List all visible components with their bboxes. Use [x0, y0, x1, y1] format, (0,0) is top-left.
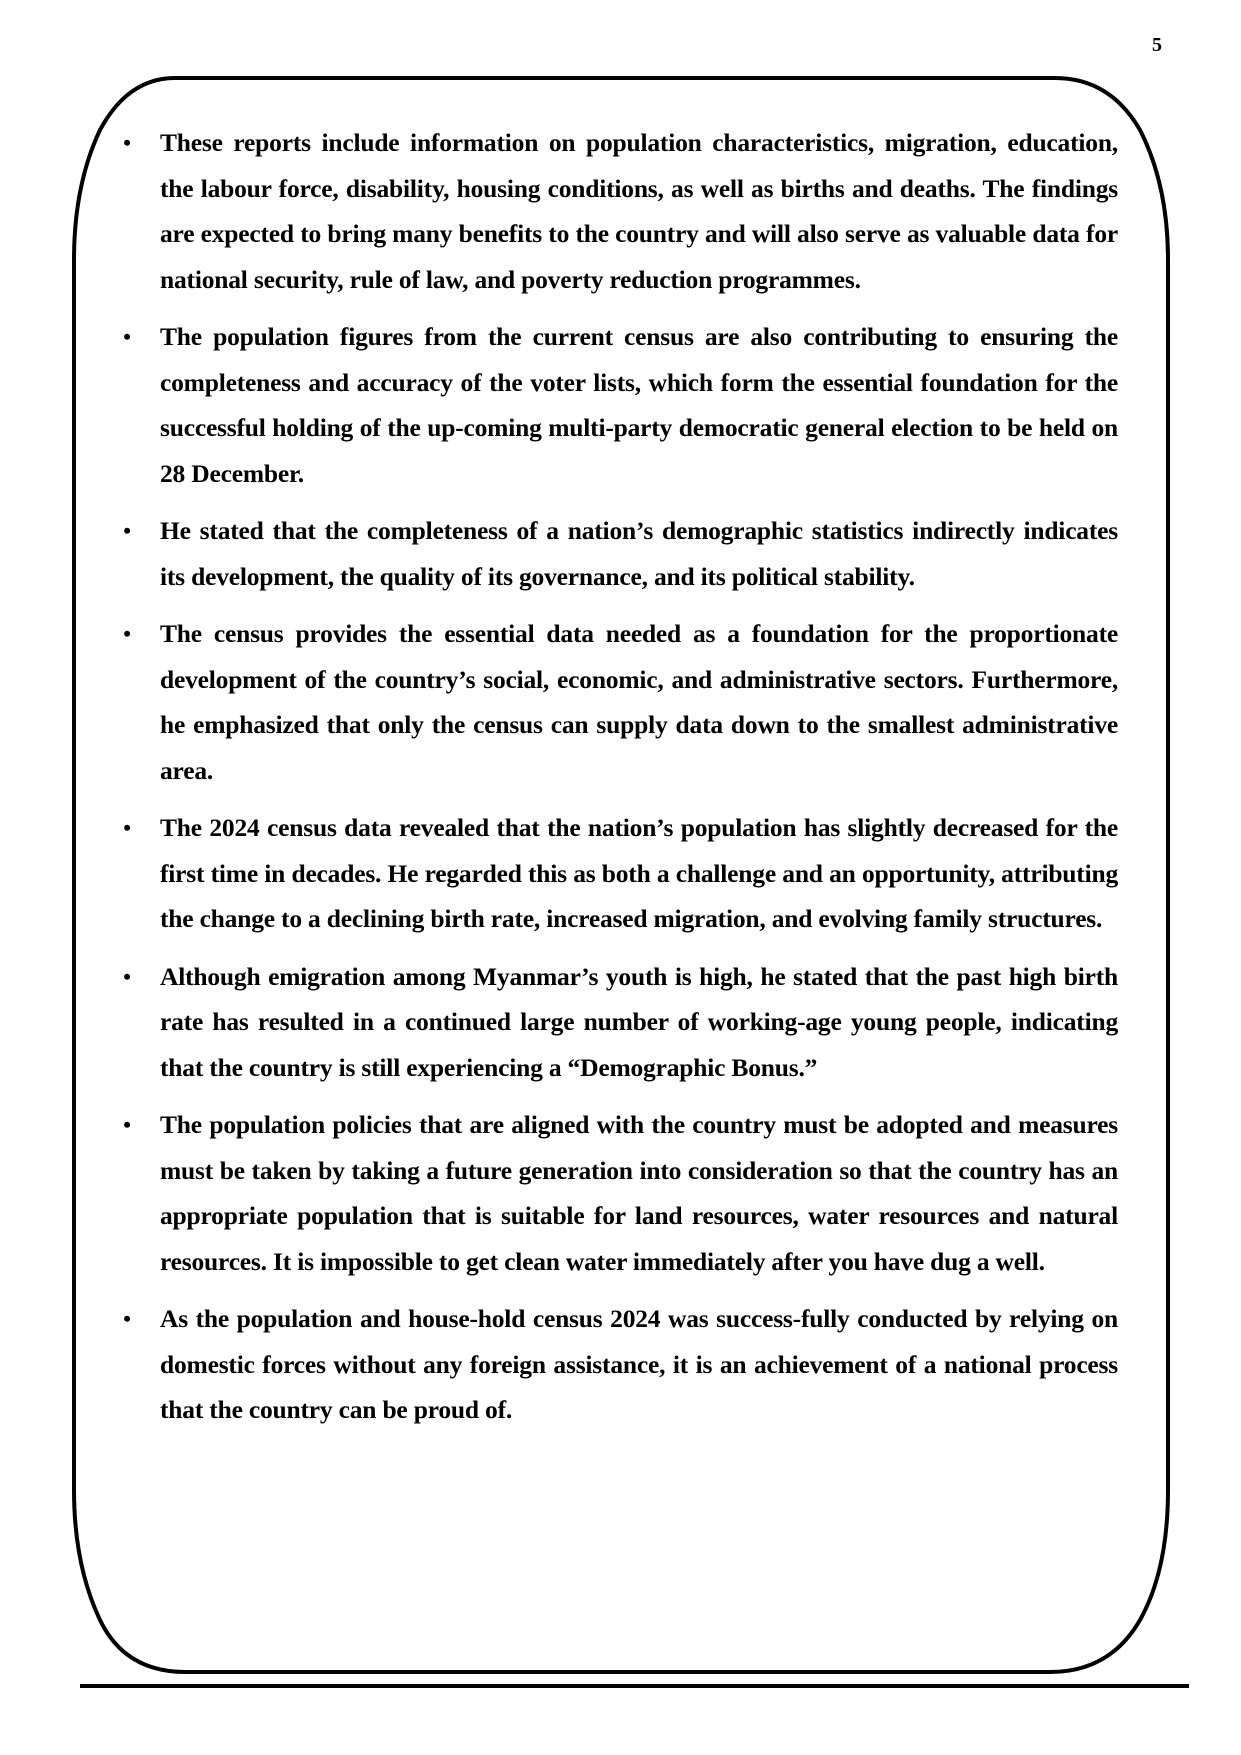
- bullet-icon: •: [123, 1112, 131, 1137]
- bullet-text: Although emigration among Myanmar’s youth is high, he stated that the past high birth rate has resulted in a continued large number of working-age young people, indicating that the country is still experiencing a “Demographic Bonus.”: [160, 961, 1118, 1082]
- bullet-item: [118, 611, 1118, 793]
- bullet-item: [118, 508, 1118, 599]
- bullet-icon: •: [123, 621, 131, 646]
- bullet-text: As the population and house-hold census 2024 was success-fully conducted by relying on domestic forces without any foreign assistance, it is an achievement of a national process that the country can be proud of.: [160, 1304, 1118, 1424]
- bullet-icon: •: [123, 1306, 131, 1331]
- bullet-text: He stated that the completeness of a nation’s demographic statistics indirectly indicates its development, the quality of its governance, and its political stability.: [160, 516, 1118, 591]
- bullet-text: The census provides the essential data needed as a foundation for the proportionate development of the country’s social, economic, and administrative sectors. Furthermore, he emphasized that only the census can supply data down to the smallest administrative area.: [160, 619, 1118, 785]
- bullet-text: The population figures from the current census are also contributing to ensuring the completeness and accuracy of the voter lists, which form the essential foundation for the successful holding of the up-coming multi-party democratic general election to be held on 28 December.: [160, 322, 1118, 488]
- bullet-icon: •: [123, 963, 131, 989]
- bullet-item: [118, 805, 1118, 942]
- bullet-icon: •: [123, 815, 131, 840]
- bullet-icon: •: [123, 518, 131, 543]
- bullet-list: [118, 120, 1118, 1433]
- document-body: [118, 120, 1118, 1445]
- bullet-item: [118, 1102, 1118, 1284]
- bullet-text: The 2024 census data revealed that the nation’s population has slightly decreased for the first time in decades. He regarded this as both a challenge and an opportunity, attributing the change to a declining birth rate, increased migration, and evolving family structures.: [160, 813, 1118, 933]
- bullet-item: [118, 954, 1118, 1091]
- footer-rule: [80, 1684, 1189, 1688]
- bullet-text: These reports include information on population characteristics, migration, education, the labour force, disability, housing conditions, as well as births and deaths. The findings are expected to bring many benefits to the country and will also serve as valuable data for national security, rule of law, and poverty reduction programmes.: [160, 128, 1118, 294]
- bullet-item: [118, 314, 1118, 496]
- bullet-icon: •: [123, 130, 131, 155]
- bullet-icon: •: [123, 324, 131, 349]
- page-number: 5: [1152, 34, 1162, 56]
- bullet-item: [118, 120, 1118, 302]
- bullet-item: [118, 1296, 1118, 1433]
- bullet-text: The population policies that are aligned with the country must be adopted and measures must be taken by taking a future generation into consideration so that the country has an appropriate population that is suitable for land resources, water resources and natural resources. It is impossible to get clean water immediately after you have dug a well.: [160, 1110, 1118, 1276]
